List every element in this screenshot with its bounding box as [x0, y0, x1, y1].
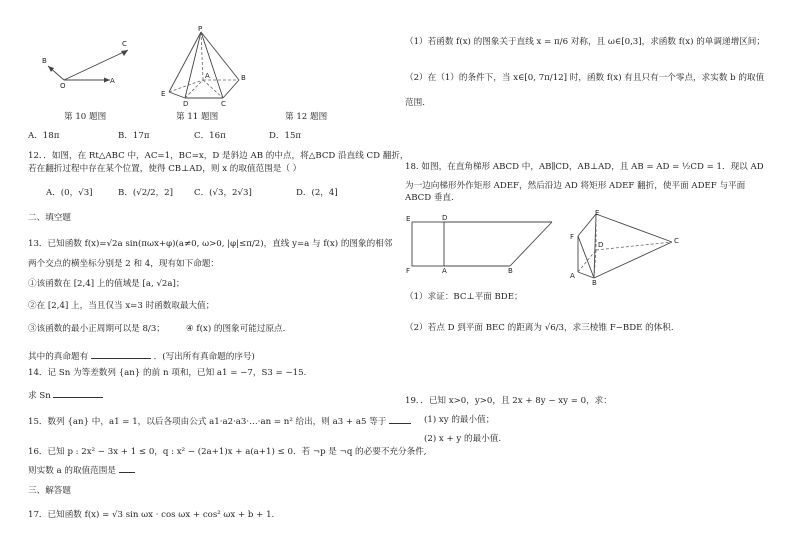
fig11-point-b: B	[241, 74, 246, 82]
fig10-caption: 第 10 题图	[64, 112, 107, 122]
q11-option-c: C．16π	[194, 131, 226, 141]
q18-part-2: （2）若点 D 到平面 BEC 的距离为 √6/3，求三棱锥 F−BDE 的体积.	[405, 323, 674, 333]
section-fill-heading: 二、填空题	[28, 213, 71, 223]
q12-option-c: C．(√3，2√3]	[194, 188, 252, 198]
q16-ask: 则实数 a 的取值范围是	[28, 466, 116, 476]
q16-line-2	[28, 463, 135, 477]
section-answer-heading: 三、解答题	[28, 486, 71, 496]
q13-proposition-4: ④ f(x) 的图象可能过原点.	[186, 324, 286, 334]
q17-line-1: 17．已知函数 f(x) = √3 sin ωx · cos ωx + cos² ωx + b + 1.	[28, 510, 275, 520]
q13-ask-note: ．(写出所有真命题的序号)	[153, 352, 255, 362]
q18-flat-point-a: A	[442, 267, 447, 274]
fig11-point-e: E	[161, 90, 166, 98]
q18-line-3: ABCD 垂直.	[405, 193, 454, 203]
q14-line-2	[28, 388, 103, 402]
q13-ask	[28, 349, 255, 363]
q14-ask: 求 Sn	[28, 391, 51, 401]
q18-solid-point-f: F	[570, 233, 575, 241]
q17-part-2-line-1: （2）在（1）的条件下，当 x∈[0, 7π/12] 时，函数 f(x) 有且只有一个零点，求实数 b 的取值	[405, 73, 765, 83]
q11-option-d: D．15π	[269, 131, 302, 141]
fig10-point-a: A	[110, 77, 115, 85]
q13-proposition-2: ②在 [2,4] 上，当且仅当 x=3 时函数取最大值；	[28, 301, 215, 311]
q18-part-1: （1）求证：BC⊥平面 BDE；	[405, 292, 523, 302]
q15-text: 15．数列 {an} 中，a1 = 1，以后各项由公式 a1·a2·a3·…·an = n² 给出，则 a3 + a5 等于	[28, 417, 387, 427]
q19-part-1: (1) xy 的最小值；	[424, 415, 495, 425]
q18-line-2: 为一边向梯形外作矩形 ADEF，然后沿边 AD 将矩形 ADEF 翻折，使平面 ADEF 与平面	[405, 181, 746, 191]
q11-option-b: B．17π	[118, 131, 150, 141]
q18-flat-point-f: F	[406, 267, 411, 274]
q18-solid-point-c: C	[674, 237, 679, 245]
fig11-point-a: A	[205, 72, 210, 80]
q11-option-a: A．18π	[28, 131, 60, 141]
q14-line-1: 14．记 Sn 为等差数列 {an} 的前 n 项和，已知 a1 = −7，S3 = −15.	[28, 368, 307, 378]
q18-figure-solid	[562, 206, 692, 286]
q14-answer-blank[interactable]	[53, 388, 103, 398]
q13-proposition-1: ①该函数在 [2,4] 上的值域是 [a, √2a]；	[28, 279, 185, 289]
q17-part-2-line-2: 范围.	[405, 98, 425, 108]
q13-answer-blank[interactable]	[91, 349, 151, 359]
figure-11	[155, 24, 255, 106]
q18-line-1: 18. 如图，在直角梯形 ABCD 中，AB∥CD，AB⊥AD，且 AB = AD = ½CD = 1．现以 AD	[405, 162, 764, 172]
q12-option-b: B．(√2/2，2]	[118, 188, 173, 198]
fig11-caption: 第 11 题图	[176, 112, 219, 122]
q19-part-2: (2) x + y 的最小值.	[424, 434, 502, 444]
q18-solid-point-b: B	[592, 279, 597, 286]
q19-line-1: 19．．已知 x>0，y>0，且 2x + 8y − xy = 0，求：	[405, 396, 612, 406]
q13-proposition-3: ③该函数的最小正周期可以是 8/3；	[28, 324, 165, 334]
q16-line-1: 16．已知 p : 2x² − 3x + 1 ≤ 0，q : x² − (2a+1)x + a(a+1) ≤ 0．若 ¬p 是 ¬q 的必要不充分条件,	[28, 447, 427, 457]
fig12-caption: 第 12 题图	[285, 112, 328, 122]
q13-ask-text: 其中的真命题有	[28, 352, 89, 362]
q12-option-d: D．(2，4]	[296, 188, 338, 198]
q12-stem-2: 若在翻折过程中存在某个位置，使得 CB⊥AD，则 x 的取值范围是（ ）	[28, 164, 302, 174]
fig11-point-c: C	[221, 100, 226, 106]
q16-answer-blank[interactable]	[119, 463, 135, 473]
figure-10	[38, 30, 158, 100]
q12-option-a: A．(0，√3]	[46, 188, 93, 198]
q13-line-1: 13．已知函数 f(x)=√2a sin(πωx+φ)(a≠0, ω>0, |φ|≤π/2)，直线 y=a 与 f(x) 的图象的相邻	[28, 239, 393, 249]
fig10-point-c: C	[122, 40, 127, 48]
q18-flat-point-d: D	[442, 214, 448, 222]
q15-line	[28, 414, 411, 428]
q18-solid-point-d: D	[598, 241, 604, 249]
q18-flat-point-b: B	[508, 267, 513, 274]
fig11-point-p: P	[198, 25, 203, 33]
q17-part-1: （1）若函数 f(x) 的图象关于直线 x = π/6 对称，且 ω∈[0,3]，求函数 f(x) 的单调递增区间；	[405, 37, 765, 47]
q18-solid-point-a: A	[570, 272, 575, 280]
fig10-point-o: O	[60, 82, 66, 90]
q12-stem: 12．．如图，在 Rt△ABC 中，AC=1，BC=x，D 是斜边 AB 的中点，将△BCD 沿直线 CD 翻折，	[28, 151, 409, 161]
q15-answer-blank[interactable]	[389, 414, 411, 424]
fig10-point-b: B	[42, 57, 47, 65]
q18-solid-point-e: E	[595, 209, 600, 217]
q13-line-2: 两个交点的横坐标分别是 2 和 4，现有如下命题：	[28, 259, 220, 269]
q18-flat-point-e: E	[406, 215, 411, 223]
fig11-point-d: D	[183, 100, 189, 106]
q18-figure-flat	[402, 212, 562, 274]
